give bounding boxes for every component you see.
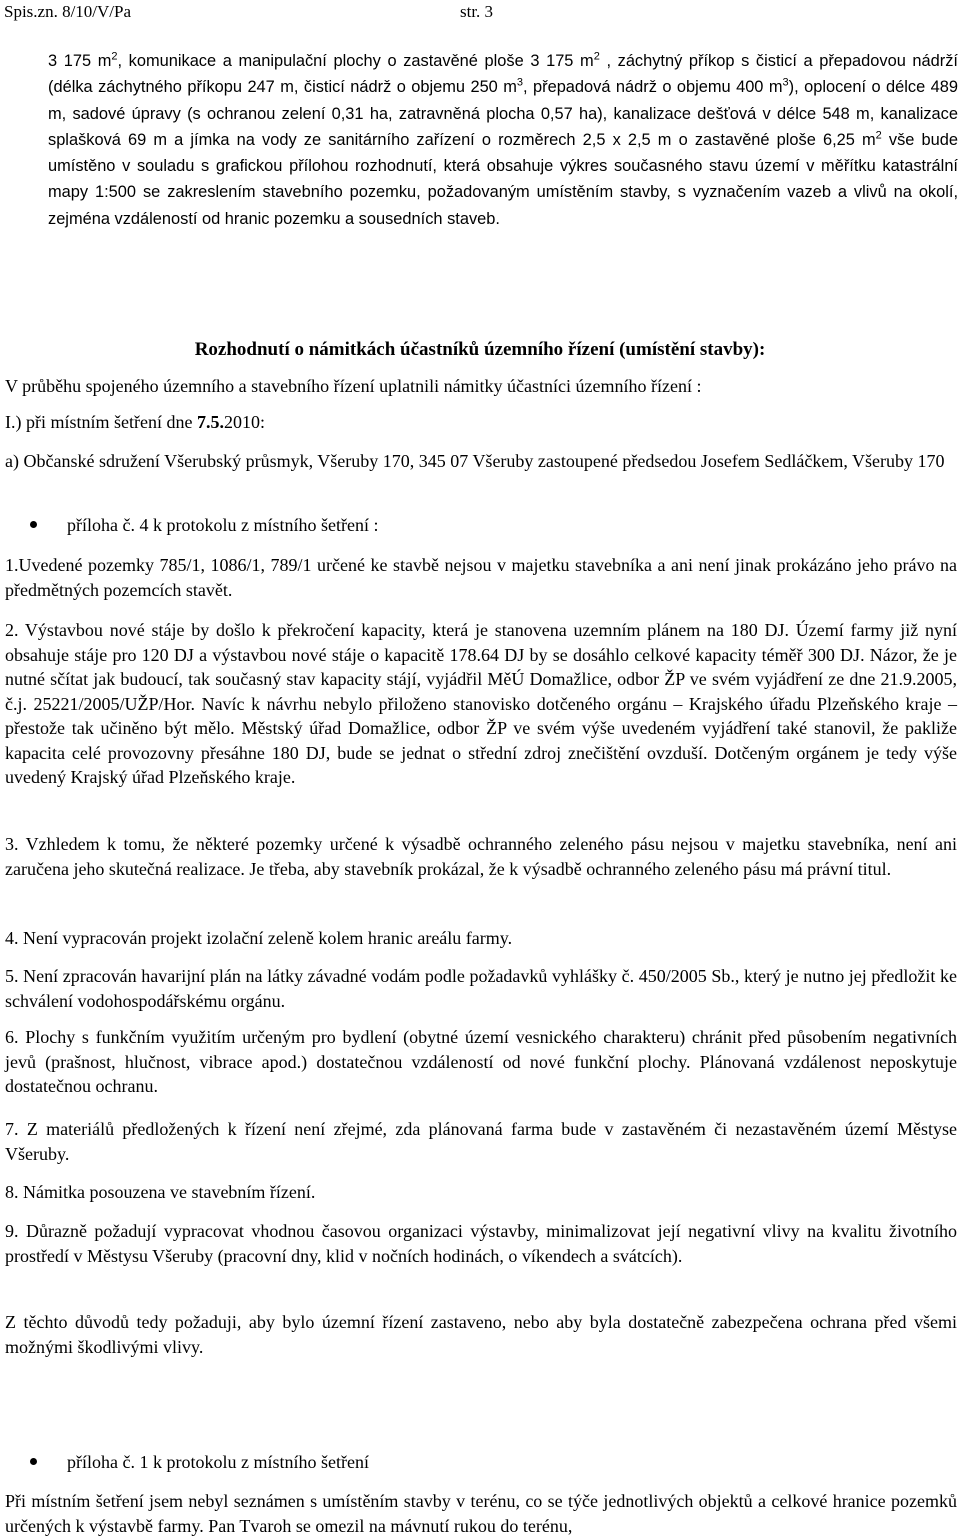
section-heading: Rozhodnutí o námitkách účastníků územního řízení (umístění stavby): <box>194 339 766 360</box>
objector-a: a) Občanské sdružení Všerubský průsmyk, Všeruby 170, 345 07 Všeruby zastoupené předsedou Josefem Sedláčkem, Všeruby 170 <box>5 451 945 471</box>
file-reference: Spis.zn. 8/10/V/Pa <box>4 2 132 21</box>
objection-6: 6. Plochy s funkčním využitím určeným pro bydlení (obytné území vesnického charakteru) chránit před působením negativních jevů (prašnost, hlučnost, vibrace apod.) dostatečnou vzdáleností od nové funkční plochy. Plánovaná vzdálenost neposkytuje dostatečnou ochranu. <box>5 1027 957 1096</box>
bullet-dot <box>30 1458 37 1465</box>
project-description-paragraph: 3 175 $m^2$, komunikace a manipulační plochy o zastavěné ploše 3 175 $m^2$ , záchytný příkop s čisticí a přepadovou nádrží (délka záchytného příkopu 247 m, čisticí nádrž o objemu 250 $m^3$, přepadová nádrž o objemu 400 $m^3$), oplocení o délce 489 m, sadové úpravy (s ochranou zelení 0,31 ha, zatravněná plocha 0,57 ha), kanalizace dešťová v délce 548 m, kanalizace splašková 69 m a jímka na vody ze sanitárního zařízení o rozměrech 2,5 x 2,5 m o zastavěné ploše 6,25 $m^2$ vše bude umístěno v souladu s grafickou přílohou rozhodnutí, která obsahuje výkres současného stavu území v měřítku katastrální mapy 1:500 se zakreslením stavebního pozemku, požadovaným umístěním stavby, s vyznačením vazeb a vlivů na okolí, zejména vzdáleností od hranic pozemku a sousedních staveb. <box>48 50 959 228</box>
objection-1: 1.Uvedené pozemky 785/1, 1086/1, 789/1 určené ke stavbě nejsou v majetku stavebníka a ani není jinak prokázáno jeho právo na předmětných pozemcích stavět. <box>5 555 957 600</box>
attachment-bullet-4: příloha č. 4 k protokolu z místního šetření : <box>30 513 378 537</box>
page-number: str. 3 <box>460 2 494 21</box>
final-paragraph: Při místním šetření jsem nebyl seznámen s umístěním stavby v terénu, co se týče jednotlivých objektů a celkové hranice pozemků určených k výstavbě farmy. Pan Tvaroh se omezil na mávnutí rukou do terénu, <box>5 1491 957 1536</box>
objections-intro: V průběhu spojeného územního a stavebního řízení uplatnili námitky účastníci územního řízení : <box>5 376 702 396</box>
objection-2: 2. Výstavbou nové stáje by došlo k překročení kapacity, která je stanovena uzemním plánem na 180 DJ. Území farmy již nyní obsahuje stáje pro 120 DJ a výstavbou nové stáje o kapacitě 178.64 DJ by se dosáhlo celkové kapacity téměř 300 DJ. Názor, že je nutné sčítat jak budoucí, tak současný stav kapacity stájí, vyjádřil MěÚ Domažlice, odbor ŽP ve svém vyjádření ze dne 21.9.2005, č.j. 25221/2005/UŽP/Hor. Navíc k návrhu nebylo přiloženo stanovisko dotčeného orgánu – Krajského úřadu Plzeňského kraje – přestože tak učiněno být mělo. Městský úřad Domažlice, odbor ŽP ve svém výše uvedeném vyjádření také stanovil, že pakliže kapacita celé provozovny přesáhne 180 DJ, bude se jednat o střední zdroj znečištění ovzduší. Dotčeným orgánem je tedy výše uvedený Krajský úřad Plzeňského kraje. <box>5 620 957 787</box>
objection-3: 3. Vzhledem k tomu, že některé pozemky určené k výsadbě ochranného zeleného pásu nejsou v majetku stavebníka, není ani zaručena jeho skutečná realizace. Je třeba, aby stavebník prokázal, že k výsadbě ochranného zeleného pásu má právní titul. <box>5 834 957 879</box>
conclusion-paragraph: Z těchto důvodů tedy požaduji, aby bylo územní řízení zastaveno, nebo aby byla dostatečně zabezpečena ochrana před všemi možnými škodlivými vlivy. <box>5 1312 957 1357</box>
bullet-dot <box>30 521 37 528</box>
objection-4: 4. Není vypracován projekt izolační zeleně kolem hranic areálu farmy. <box>5 928 513 948</box>
attachment-bullet-1: příloha č. 1 k protokolu z místního šetření <box>30 1450 369 1474</box>
objection-5: 5. Není zpracován havarijní plán na látky závadné vodám podle požadavků vyhlášky č. 450/2005 Sb., který je nutno jej předložit ke schválení vodohospodářskému orgánu. <box>5 966 957 1011</box>
objection-7: 7. Z materiálů předložených k řízení není zřejmé, zda plánovaná farma bude v zastavěném či nezastavěném území Městyse Všeruby. <box>5 1119 957 1164</box>
page-header <box>0 2 960 26</box>
objection-9: 9. Důrazně požadují vypracovat vhodnou časovou organizaci výstavby, minimalizovat její negativní vlivy na kvalitu životního prostředí v Městysu Všeruby (pracovní dny, klid v nočních hodinách, o víkendech a svátcích). <box>5 1221 957 1266</box>
hearing-date-line: I.) při místním šetření dne 7.5.2010: <box>5 412 265 432</box>
objection-8: 8. Námitka posouzena ve stavebním řízení. <box>5 1182 316 1202</box>
